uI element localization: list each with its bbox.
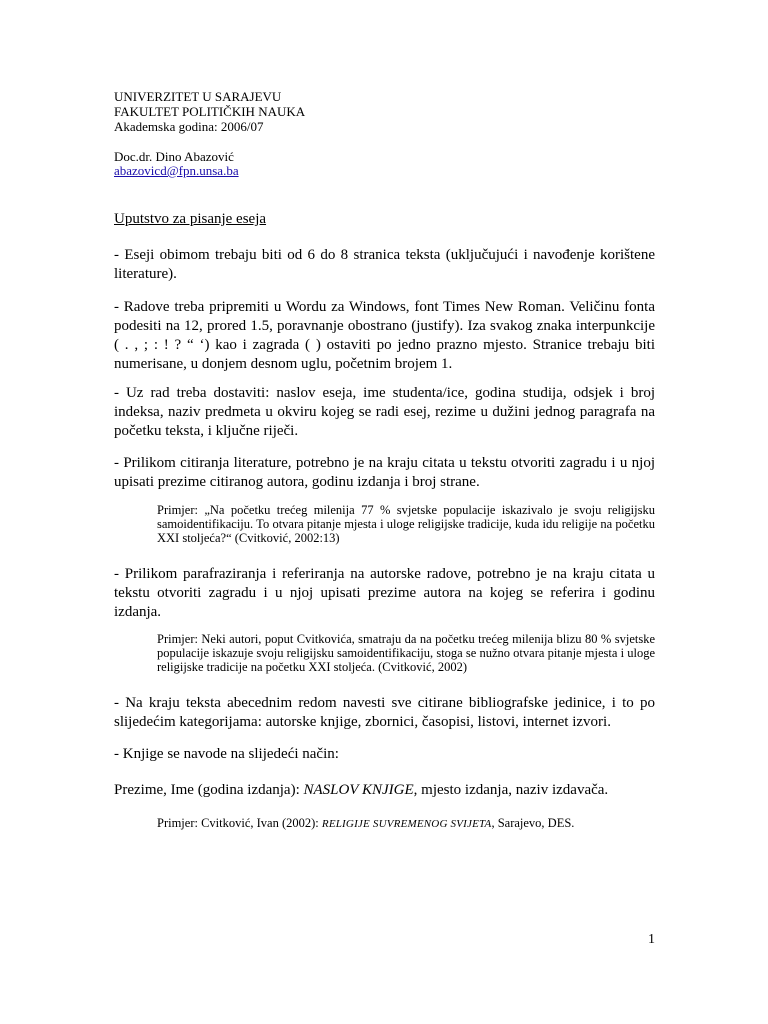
academic-year: Akademska godina: 2006/07 — [114, 119, 264, 134]
book-format-prefix: Prezime, Ime (godina izdanja): — [114, 782, 304, 798]
paragraph-bibliography: - Na kraju teksta abecednim redom navesti sve citirane bibliografske jedinice, i to po slijedećim kategorijama: autorske knjige, zbornici, časopisi, listovi, internet izvori. — [114, 695, 655, 730]
book-example-suffix: , Sarajevo, DES. — [491, 816, 575, 830]
paragraph-submission: - Uz rad treba dostaviti: naslov eseja, ime studenta/ice, godina studija, odsjek i broj indeksa, naziv predmeta u okviru kojeg se radi esej, rezime u dužini jednog paragrafa na početku teksta, i ključne riječi. — [114, 385, 655, 439]
book-example-prefix: Primjer: Cvitković, Ivan (2002): — [157, 816, 322, 830]
university-name: UNIVERZITET U SARAJEVU — [114, 89, 282, 104]
book-format-title: NASLOV KNJIGE — [303, 782, 414, 798]
citation-example: Primjer: „Na početku trećeg milenija 77 % svjetske populacije iskazivalo je svoju religijsku samoidentifikaciju. To otvara pitanje mjesta i uloge religijske tradicije, kuda idu religije na početku XXI stoljeća?“ (Cvitković, 2002:13) — [157, 503, 655, 545]
paragraph-paraphrase: - Prilikom parafraziranja i referiranja na autorske radove, potrebno je na kraju citata u tekstu otvoriti zagradu i u njoj upisati prezime autora na kojeg se referira i godinu izdanja. — [114, 566, 655, 620]
paraphrase-example: Primjer: Neki autori, poput Cvitkovića, smatraju da na početku trećeg milenija blizu 80 % svjetske populacije iskazuje svoju religijsku samoidentifikaciju, stoga se nužno otvara pitanje mjesta i uloge religijske tradicije na početku XXI stoljeća. (Cvitković, 2002) — [157, 632, 655, 674]
paragraph-citation: - Prilikom citiranja literature, potrebno je na kraju citata u tekstu otvoriti zagradu i u njoj upisati prezime citiranog autora, godinu izdanja i broj strane. — [114, 455, 655, 490]
author-email-link[interactable]: abazovicd@fpn.unsa.ba — [114, 163, 239, 178]
paragraph-books: - Knjige se navode na slijedeći način: — [114, 746, 339, 762]
author-name: Doc.dr. Dino Abazović — [114, 149, 234, 164]
paragraph-format: - Radove treba pripremiti u Wordu za Windows, font Times New Roman. Veličinu fonta podesiti na 12, prored 1.5, poravnanje obostrano (justify). Iza svakog znaka interpunkcije ( . , ; : ! ? “ ‘) kao i zagrada ( ) ostaviti po jedno prazno mjesto. Stranice trebaju biti numerisane, u donjem desnom uglu, početnim brojem 1. — [114, 299, 655, 372]
page-number: 1 — [648, 932, 655, 947]
faculty-name: FAKULTET POLITIČKIH NAUKA — [114, 104, 306, 119]
paragraph-length: - Eseji obimom trebaju biti od 6 do 8 stranica teksta (uključujući i navođenje korištene literature). — [114, 247, 655, 282]
book-example-title: RELIGIJE SUVREMENOG SVIJETA — [321, 818, 492, 830]
book-format-suffix: , mjesto izdanja, naziv izdavača. — [413, 782, 609, 798]
book-example — [157, 816, 655, 831]
document-title: Uputstvo za pisanje eseja — [114, 211, 267, 227]
book-format-line — [114, 781, 655, 800]
